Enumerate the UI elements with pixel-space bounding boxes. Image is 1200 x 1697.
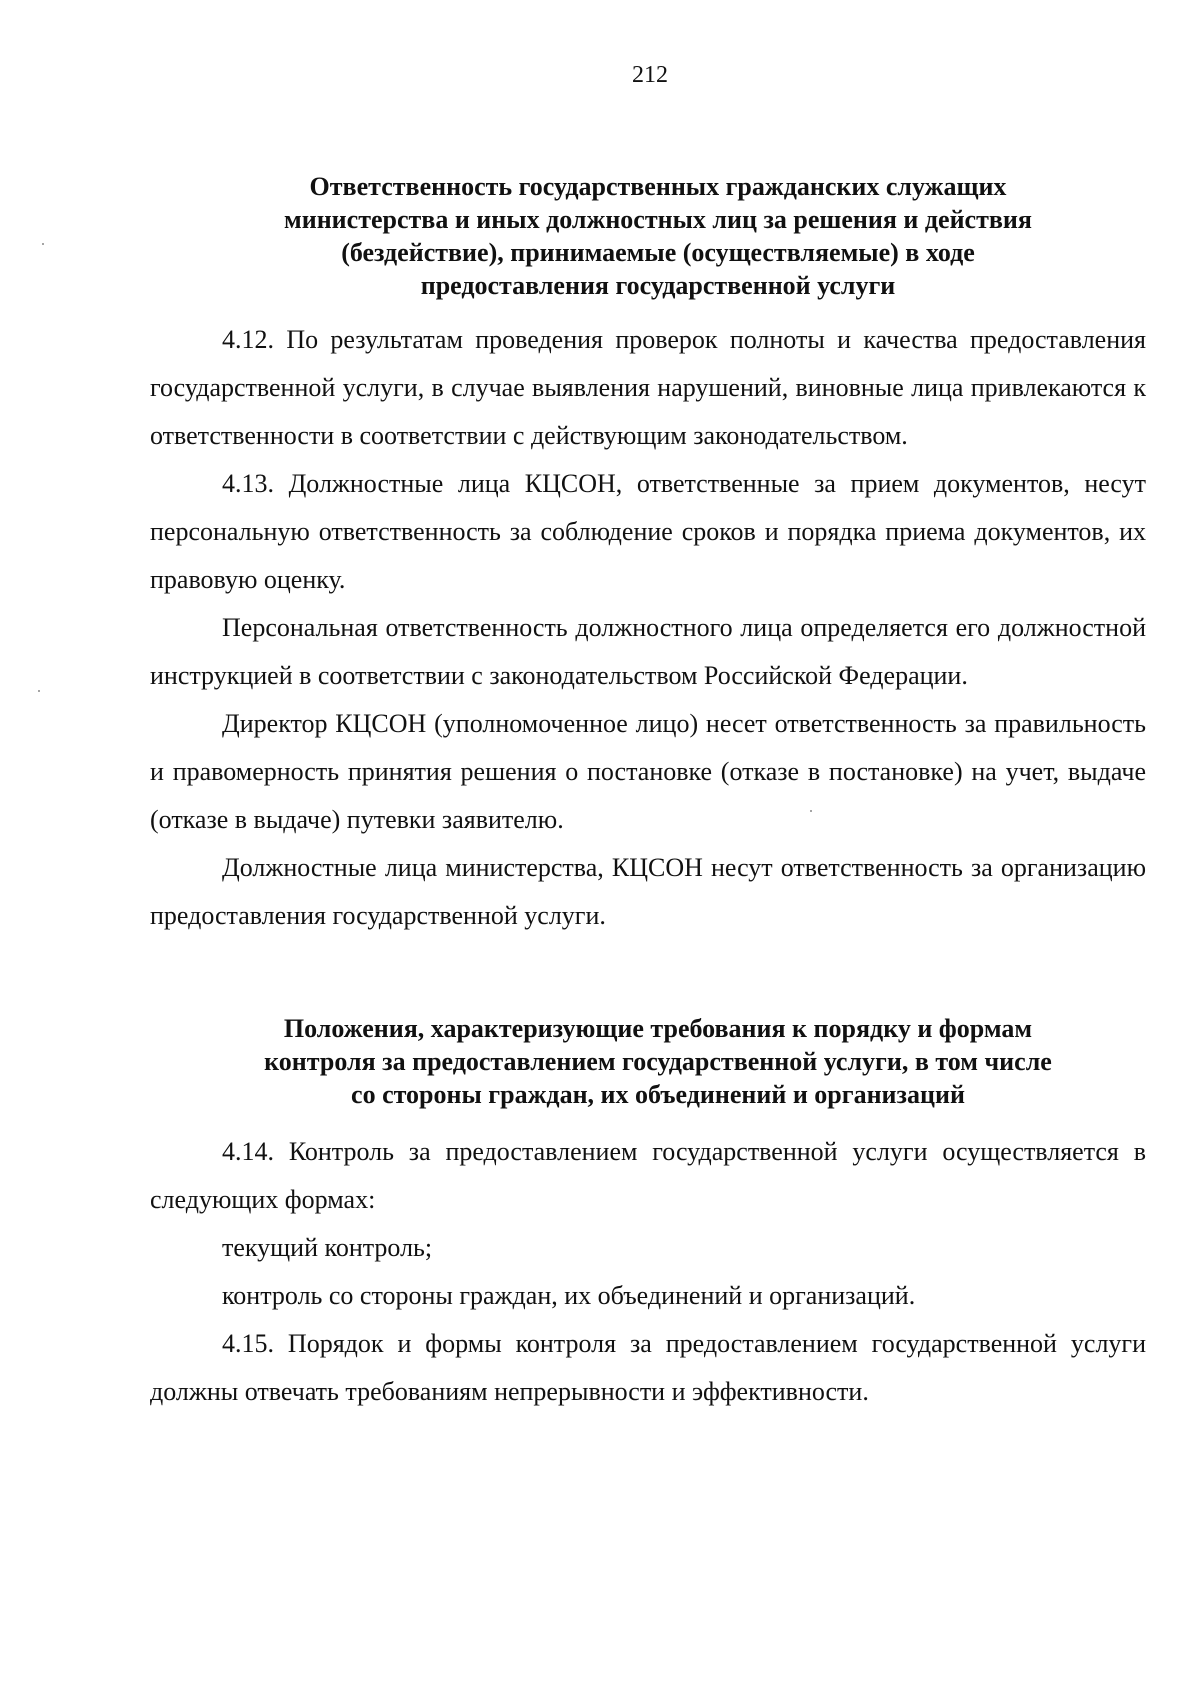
scan-speck [810,810,812,812]
paragraph-4-15: 4.15. Порядок и формы контроля за предоставлением государственной услуги должны отвечать требованиям непрерывности и эффективности. [150,1329,1146,1406]
paragraph-officials-responsibility: Должностные лица министерства, КЦСОН несут ответственность за организацию предоставления государственной услуги. [150,853,1146,930]
paragraph-4-14: 4.14. Контроль за предоставлением государственной услуги осуществляется в следующих формах: [150,1137,1146,1214]
scan-speck [38,690,40,692]
paragraph-personal-responsibility: Персональная ответственность должностного лица определяется его должностной инструкцией в соответствии с законодательством Российской Федерации. [150,613,1146,690]
document-body [150,170,1146,1416]
paragraph-4-12: 4.12. По результатам проведения проверок полноты и качества предоставления государственной услуги, в случае выявления нарушений, виновные лица привлекаются к ответственности в соответствии с действующим законодательством. [150,325,1146,450]
list-item: контроль со стороны граждан, их объединений и организаций. [222,1281,916,1310]
paragraph-4-13: 4.13. Должностные лица КЦСОН, ответственные за прием документов, несут персональную ответственность за соблюдение сроков и порядка приема документов, их правовую оценку. [150,469,1146,594]
scan-speck [42,243,44,245]
paragraph-director-responsibility: Директор КЦСОН (уполномоченное лицо) несет ответственность за правильность и правомерность принятия решения о постановке (отказе в постановке) на учет, выдаче (отказе в выдаче) путевки заявителю. [150,709,1146,834]
list-item: текущий контроль; [222,1233,433,1262]
section-heading-control: Положения, характеризующие требования к порядку и формам контроля за предоставлением государственной услуги, в том числе со стороны граждан, их объединений и организаций [264,1014,1052,1109]
section-heading-responsibility: Ответственность государственных гражданских служащих министерства и иных должностных лиц за решения и действия (бездействие), принимаемые (осуществляемые) в ходе предоставления государственной услуги [284,172,1032,300]
page-number: 212 [632,62,668,88]
